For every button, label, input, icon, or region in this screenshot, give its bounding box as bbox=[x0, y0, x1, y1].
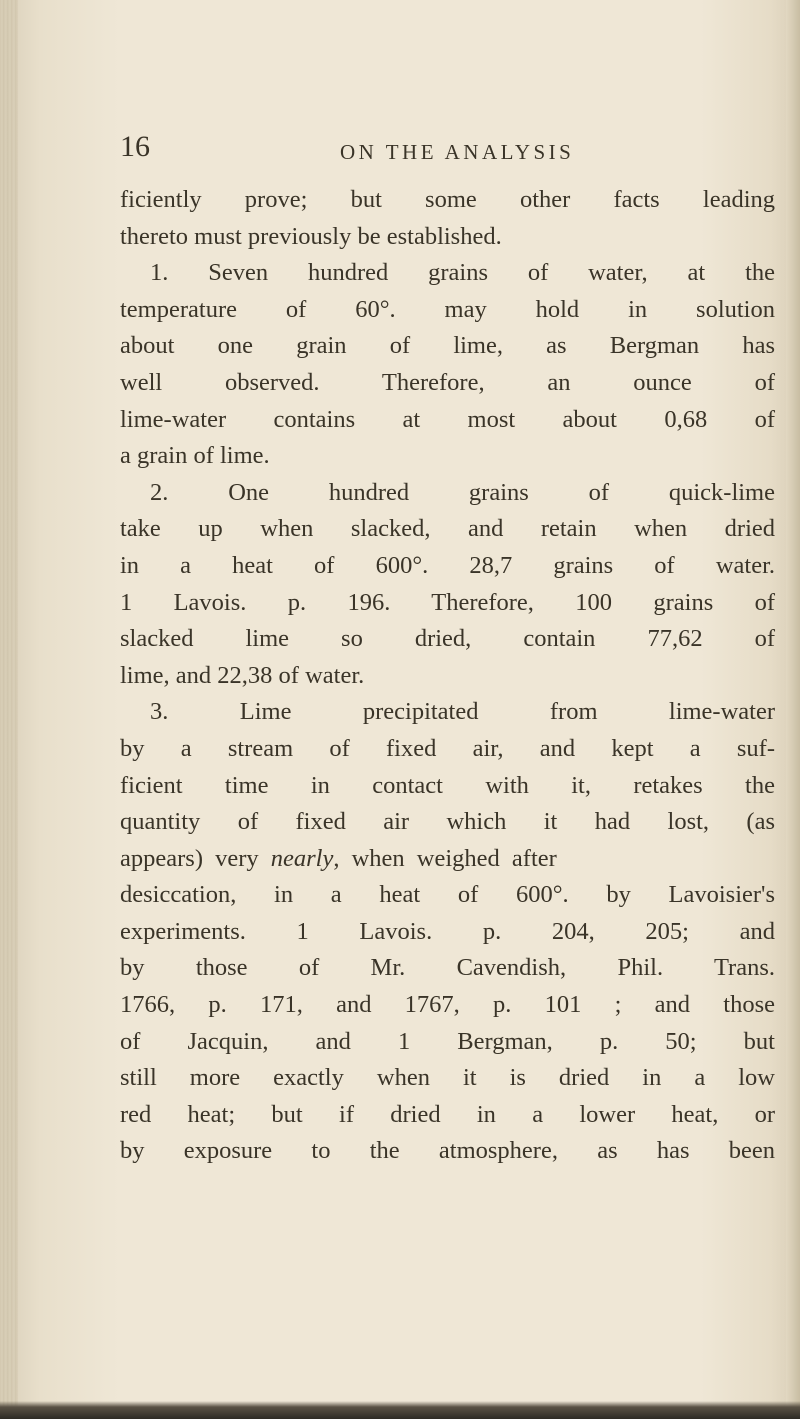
body-text bbox=[120, 182, 775, 1170]
text-line: 1. Seven hundred grains of water, at the bbox=[150, 259, 775, 287]
text-line: lime-water contains at most about 0,68 of bbox=[120, 405, 775, 433]
text-line: still more exactly when it is dried in a low bbox=[120, 1064, 775, 1092]
text-line: by exposure to the atmosphere, as has been bbox=[120, 1137, 775, 1165]
text-line: 1 Lavois. p. 196. Therefore, 100 grains of bbox=[120, 588, 775, 616]
page-fore-edge bbox=[786, 0, 800, 1419]
text-line: experiments. 1 Lavois. p. 204, 205; and bbox=[120, 917, 775, 945]
page-header bbox=[120, 132, 720, 172]
running-head: ON THE ANALYSIS bbox=[340, 140, 575, 164]
text-line: a grain of lime. bbox=[120, 442, 270, 470]
text-line: 3. Lime precipitated from lime-water bbox=[150, 698, 775, 726]
text-line: of Jacquin, and 1 Bergman, p. 50; but bbox=[120, 1027, 775, 1055]
text-line: 1766, p. 171, and 1767, p. 101 ; and those bbox=[120, 991, 775, 1019]
text-run: appears) very bbox=[120, 844, 259, 872]
text-line: ficiently prove; but some other facts leading bbox=[120, 186, 775, 213]
page-bottom-shadow bbox=[0, 1401, 800, 1419]
text-line: lime, and 22,38 of water. bbox=[120, 661, 365, 689]
page-number: 16 bbox=[120, 130, 150, 163]
page-binding-edge bbox=[0, 0, 18, 1419]
text-line: by those of Mr. Cavendish, Phil. Trans. bbox=[120, 954, 775, 982]
text-line: ficient time in contact with it, retakes the bbox=[120, 771, 775, 799]
text-line: thereto must previously be established. bbox=[120, 222, 502, 250]
text-run: , when weighed after bbox=[333, 844, 557, 872]
text-line: about one grain of lime, as Bergman has bbox=[120, 332, 775, 360]
text-line: in a heat of 600°. 28,7 grains of water. bbox=[120, 551, 775, 579]
text-line: by a stream of fixed air, and kept a suf- bbox=[120, 734, 775, 762]
text-line: temperature of 60°. may hold in solution bbox=[120, 295, 775, 323]
text-line: desiccation, in a heat of 600°. by Lavoisier's bbox=[120, 881, 775, 909]
text-line: slacked lime so dried, contain 77,62 of bbox=[120, 625, 775, 653]
text-line bbox=[120, 841, 775, 878]
text-line: red heat; but if dried in a lower heat, or bbox=[120, 1100, 775, 1128]
text-line: 2. One hundred grains of quick-lime bbox=[150, 478, 775, 506]
text-line: take up when slacked, and retain when dried bbox=[120, 515, 775, 543]
text-line: well observed. Therefore, an ounce of bbox=[120, 368, 775, 396]
italic-word: nearly bbox=[270, 844, 334, 872]
text-line: quantity of fixed air which it had lost, (as bbox=[120, 808, 775, 836]
